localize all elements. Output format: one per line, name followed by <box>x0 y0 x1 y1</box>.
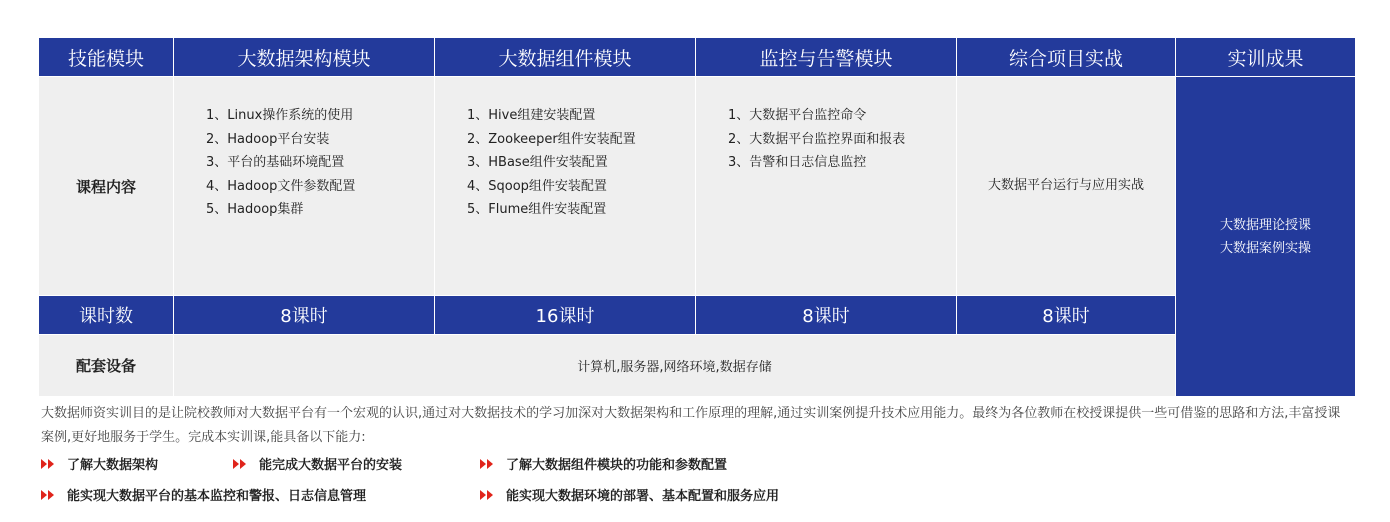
capability-item <box>480 485 779 504</box>
result-item: 大数据案例实操 <box>1219 240 1311 256</box>
hours-monitoring: 8课时 <box>696 296 956 334</box>
capability-text: 能实现大数据环境的部署、基本配置和服务应用 <box>506 489 780 504</box>
project-content-text: 大数据平台运行与应用实战 <box>987 178 1144 194</box>
equipment-label: 配套设备 <box>39 335 173 396</box>
architecture-content <box>174 77 434 295</box>
hours-architecture: 8课时 <box>174 296 434 334</box>
list-item: 4、Sqoop组件安装配置 <box>467 178 607 194</box>
list-item: 5、Hadoop集群 <box>206 202 304 217</box>
double-arrow-icon <box>480 459 494 469</box>
monitoring-content <box>696 77 956 295</box>
capabilities-list <box>41 454 1353 510</box>
double-arrow-icon <box>480 490 494 500</box>
list-item: 3、平台的基础环境配置 <box>206 155 345 170</box>
hours-project: 8课时 <box>957 296 1175 334</box>
list-item: 3、告警和日志信息监控 <box>728 155 867 170</box>
capability-text: 了解大数据组件模块的功能和参数配置 <box>506 458 728 473</box>
components-content <box>435 77 695 295</box>
header-components-module: 大数据组件模块 <box>435 38 695 76</box>
description-paragraph: 大数据师资实训目的是让院校教师对大数据平台有一个宏观的认识,通过对大数据技术的学习加深对大数据架构和工作原理的理解,通过实训案例提升技术应用能力。最终为各位教师在校授课提供一些可借鉴的思路和方法,丰富授课案例,更好地服务于学生。完成本实训课,能具备以下能力: <box>41 406 1341 445</box>
hours-components: 16课时 <box>435 296 695 334</box>
header-skill-module: 技能模块 <box>39 38 173 76</box>
list-item: 1、Hive组建安装配置 <box>467 108 596 123</box>
list-item: 1、Linux操作系统的使用 <box>206 108 354 123</box>
capability-item <box>41 454 158 473</box>
header-architecture-module: 大数据架构模块 <box>174 38 434 76</box>
capability-item <box>41 485 366 504</box>
list-item: 2、大数据平台监控界面和报表 <box>728 131 906 147</box>
capability-text: 了解大数据架构 <box>67 458 159 473</box>
header-monitoring-module: 监控与告警模块 <box>696 38 956 76</box>
hours-label: 课时数 <box>39 296 173 334</box>
capability-text: 能实现大数据平台的基本监控和警报、日志信息管理 <box>67 489 367 504</box>
header-project-practice: 综合项目实战 <box>957 38 1175 76</box>
double-arrow-icon <box>41 490 55 500</box>
capability-item <box>480 454 727 473</box>
project-content <box>957 77 1175 295</box>
result-item: 大数据理论授课 <box>1219 217 1311 233</box>
header-training-results: 实训成果 <box>1176 38 1355 76</box>
list-item: 2、Hadoop平台安装 <box>206 131 330 147</box>
list-item: 2、Zookeeper组件安装配置 <box>467 131 636 147</box>
double-arrow-icon <box>41 459 55 469</box>
double-arrow-icon <box>233 459 247 469</box>
equipment-value: 计算机,服务器,网络环境,数据存储 <box>174 335 1175 396</box>
list-item: 3、HBase组件安装配置 <box>467 155 608 170</box>
training-table <box>39 38 1350 393</box>
capability-item <box>233 454 402 473</box>
capability-text: 能完成大数据平台的安装 <box>259 458 403 473</box>
course-content-label: 课程内容 <box>39 77 173 295</box>
list-item: 4、Hadoop文件参数配置 <box>206 178 356 194</box>
list-item: 5、Flume组件安装配置 <box>467 202 607 217</box>
training-results-cell <box>1176 77 1355 396</box>
list-item: 1、大数据平台监控命令 <box>728 108 867 123</box>
